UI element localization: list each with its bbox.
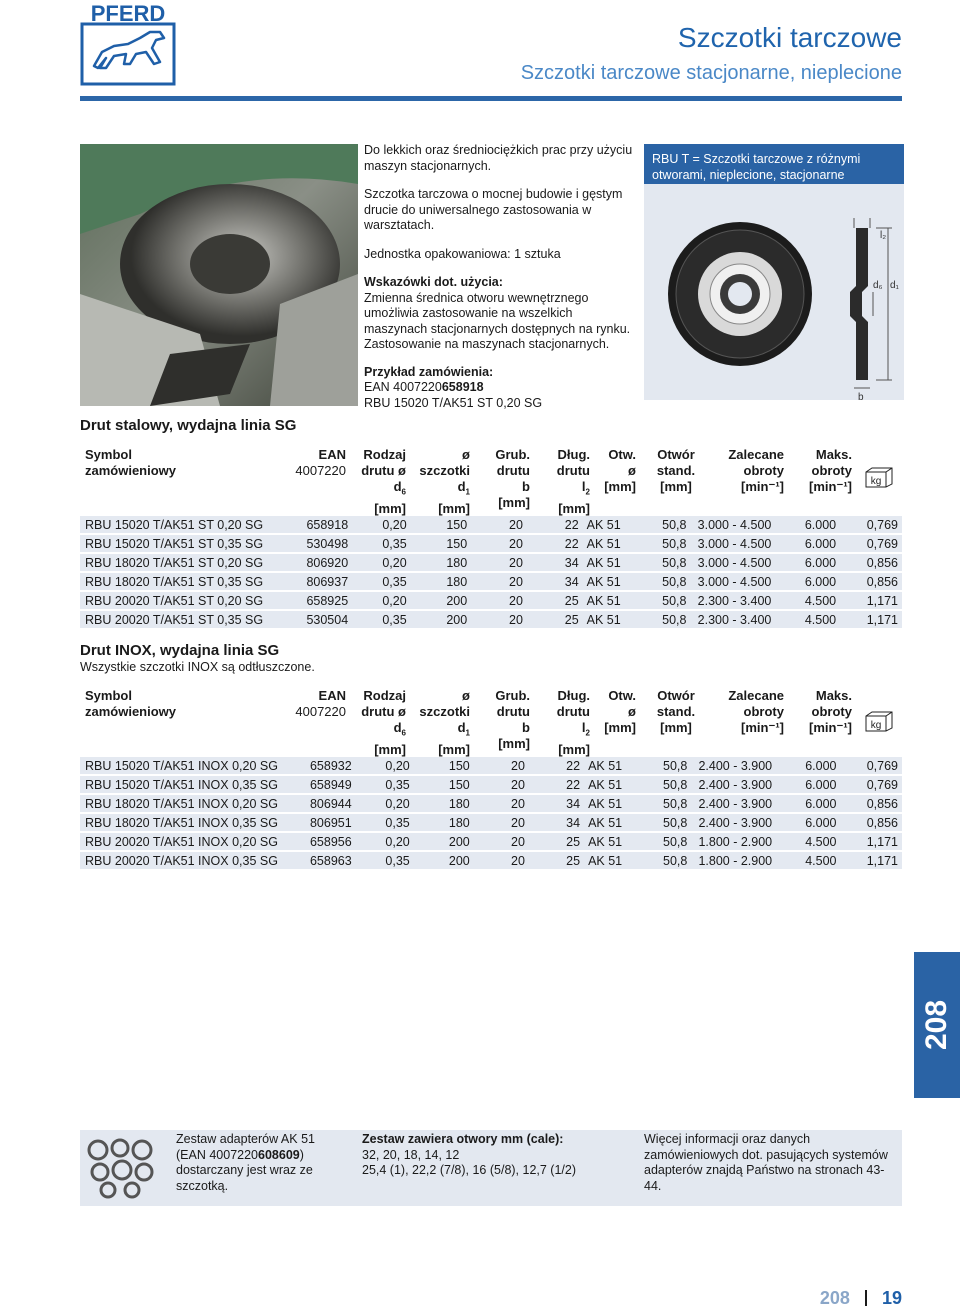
table-cell: 25 — [529, 852, 584, 869]
table-cell: 22 — [527, 516, 583, 533]
svg-text:kg: kg — [870, 720, 882, 731]
table-cell: 1,171 — [840, 833, 902, 850]
table-cell: 22 — [527, 535, 583, 552]
col-brush-diameter: ø szczotki $d_1$ [mm] — [419, 688, 470, 757]
table-cell: 2.300 - 3.400 — [691, 592, 776, 609]
table-cell: 150 — [414, 776, 474, 793]
table-cell: 530498 — [288, 535, 353, 552]
table-cell: 658963 — [291, 852, 355, 869]
table-cell: RBU 20020 T/AK51 INOX 0,20 SG — [80, 833, 291, 850]
packaging-unit: Jednostka opakowaniowa: 1 sztuka — [364, 246, 561, 261]
col-max-rpm: Maks. obroty [min⁻¹] — [809, 688, 852, 735]
table-cell: 1,171 — [840, 852, 902, 869]
table-cell: 200 — [414, 852, 474, 869]
table-cell: 0,856 — [840, 795, 902, 812]
table-cell: 0,856 — [840, 554, 902, 571]
col-wire-thickness: Grub. drutu b [mm] — [495, 447, 530, 510]
table-row — [80, 611, 902, 628]
table-cell: 50,8 — [633, 573, 690, 590]
table-cell: 25 — [529, 833, 584, 850]
table-cell: 20 — [471, 592, 527, 609]
table-cell: RBU 15020 T/AK51 INOX 0,20 SG — [80, 757, 291, 774]
table-cell: 6.000 — [775, 516, 840, 533]
table-cell: 6.000 — [775, 554, 840, 571]
table-cell: 2.400 - 3.900 — [691, 757, 776, 774]
weight-kg-icon — [864, 710, 894, 732]
table-cell: AK 51 — [583, 573, 634, 590]
table-cell: AK 51 — [583, 592, 634, 609]
table-cell: 658932 — [291, 757, 355, 774]
table-row — [80, 535, 902, 552]
table-cell: 22 — [529, 776, 584, 793]
table-row — [80, 554, 902, 571]
table-row — [80, 795, 902, 812]
table-cell: RBU 20020 T/AK51 INOX 0,35 SG — [80, 852, 291, 869]
col-wire-thickness: Grub. drutu b [mm] — [495, 688, 530, 751]
usage-hints-title: Wskazówki dot. użycia: — [364, 275, 503, 289]
table-row — [80, 516, 902, 533]
table-cell: 2.400 - 3.900 — [691, 814, 776, 831]
table-cell: 0,769 — [840, 776, 902, 793]
table-cell: 34 — [527, 554, 583, 571]
table-cell: 50,8 — [635, 757, 692, 774]
table-cell: 1.800 - 2.900 — [691, 833, 776, 850]
table-cell: 150 — [411, 535, 472, 552]
table-cell: AK 51 — [584, 814, 635, 831]
table-cell: 2.400 - 3.900 — [691, 795, 776, 812]
table-cell: 0,20 — [352, 592, 411, 609]
table-cell: 20 — [471, 516, 527, 533]
table-cell: 20 — [471, 573, 527, 590]
col-rec-rpm: Zalecane obroty [min⁻¹] — [728, 688, 784, 735]
table-cell: 1,171 — [840, 611, 902, 628]
table-cell: 0,769 — [840, 516, 902, 533]
adapter-holes-text: Zestaw zawiera otwory mm (cale): 32, 20, 18, 14, 12 25,4 (1), 22,2 (7/8), 16 (5/8), 12,7 (1/2) — [362, 1132, 577, 1177]
table-cell: AK 51 — [583, 554, 634, 571]
table-cell: 0,35 — [352, 573, 411, 590]
table-cell: 3.000 - 4.500 — [691, 516, 776, 533]
col-brush-diameter: ø szczotki $d_1$ [mm] — [419, 447, 470, 516]
table-cell: 6.000 — [775, 535, 840, 552]
table-cell: 1.800 - 2.900 — [691, 852, 776, 869]
table-cell: 20 — [471, 611, 527, 628]
page-title: Szczotki tarczowe — [677, 22, 902, 53]
page-number-right: 19 — [881, 1288, 902, 1308]
table-cell: 200 — [411, 592, 472, 609]
table-cell: 150 — [414, 757, 474, 774]
svg-text:PFERD: PFERD — [90, 2, 166, 26]
table-cell: AK 51 — [584, 795, 635, 812]
table-cell: 50,8 — [633, 611, 690, 628]
table-cell: 180 — [414, 814, 474, 831]
table-row — [80, 833, 902, 850]
table-cell: 50,8 — [633, 554, 690, 571]
table-cell: AK 51 — [584, 852, 635, 869]
table-cell: 806951 — [291, 814, 355, 831]
adapter-set-text: Zestaw adapterów AK 51 (EAN 4007220608609) dostarczany jest wraz ze szczotką. — [176, 1132, 315, 1193]
table-cell: 4.500 — [775, 611, 840, 628]
col-wire-type: Rodzaj drutu ø $d_6$ [mm] — [361, 447, 406, 516]
table-cell: 806937 — [288, 573, 353, 590]
table-cell: 50,8 — [635, 776, 692, 793]
weight-kg-icon — [864, 466, 894, 488]
table-cell: RBU 18020 T/AK51 INOX 0,35 SG — [80, 814, 291, 831]
table-cell: AK 51 — [584, 833, 635, 850]
table-cell: AK 51 — [583, 535, 634, 552]
label-l2: l₂ — [880, 230, 887, 241]
section-subtitle-inox: Wszystkie szczotki INOX są odtłuszczone. — [80, 660, 315, 674]
table-cell: 0,20 — [356, 757, 414, 774]
table-cell: RBU 18020 T/AK51 ST 0,20 SG — [80, 554, 288, 571]
col-max-rpm: Maks. obroty [min⁻¹] — [809, 447, 852, 494]
table-cell: 0,20 — [352, 516, 411, 533]
usage-hints — [364, 275, 634, 353]
table-cell: AK 51 — [583, 516, 634, 533]
table-cell: 20 — [474, 833, 529, 850]
table-cell: 34 — [527, 573, 583, 590]
table-cell: 3.000 - 4.500 — [691, 535, 776, 552]
col-symbol: Symbol zamówieniowy — [85, 688, 177, 719]
table-cell: 20 — [474, 757, 529, 774]
table-cell: 6.000 — [776, 757, 840, 774]
table-cell: 0,769 — [840, 757, 902, 774]
col-wire-length: Dług. drutu $l_2$ [mm] — [556, 688, 590, 757]
order-example-ean-bold: 658918 — [441, 380, 484, 394]
page-number-left: 208 — [819, 1288, 850, 1308]
section-title-steel: Drut stalowy, wydajna linia SG — [80, 417, 297, 434]
table-cell: 200 — [411, 611, 472, 628]
rbu-box-heading: RBU T = Szczotki tarczowe z różnymi otworami, nieplecione, stacjonarne — [644, 144, 904, 184]
col-wire-length: Dług. drutu $l_2$ [mm] — [556, 447, 590, 516]
brush-diagram — [644, 184, 904, 400]
table-cell: 2.300 - 3.400 — [691, 611, 776, 628]
table-cell: 530504 — [288, 611, 353, 628]
table-cell: 25 — [527, 611, 583, 628]
table-cell: 0,20 — [356, 795, 414, 812]
table-cell: RBU 15020 T/AK51 ST 0,35 SG — [80, 535, 288, 552]
table-cell: 180 — [411, 554, 472, 571]
table-cell: 3.000 - 4.500 — [691, 573, 776, 590]
product-photo — [80, 144, 358, 406]
col-ean: EAN 4007220 — [295, 688, 346, 719]
table-cell: 150 — [411, 516, 472, 533]
table-cell: 0,20 — [356, 833, 414, 850]
table-cell: 22 — [529, 757, 584, 774]
adapter-rings-icon — [84, 1136, 164, 1200]
table-cell: AK 51 — [584, 776, 635, 793]
table-cell: RBU 18020 T/AK51 ST 0,35 SG — [80, 573, 288, 590]
table-cell: 0,856 — [840, 573, 902, 590]
table-cell: 658925 — [288, 592, 353, 609]
chapter-tab: 208 — [914, 952, 960, 1098]
table-cell: 20 — [474, 795, 529, 812]
table-cell: 50,8 — [633, 535, 690, 552]
table-cell: 658956 — [291, 833, 355, 850]
table-cell: 3.000 - 4.500 — [691, 554, 776, 571]
table-cell: 0,35 — [356, 776, 414, 793]
table-cell: 20 — [471, 554, 527, 571]
table-cell: 0,35 — [352, 535, 411, 552]
product-table-steel — [80, 514, 902, 630]
table-row — [80, 852, 902, 869]
table-cell: 180 — [414, 795, 474, 812]
table-row — [80, 592, 902, 609]
col-hole: Otw. ø [mm] — [604, 688, 636, 735]
table-cell: 0,35 — [352, 611, 411, 628]
col-hole: Otw. ø [mm] — [604, 447, 636, 494]
table-cell: 4.500 — [775, 592, 840, 609]
page-number — [820, 1288, 902, 1309]
order-example — [364, 365, 634, 412]
table-cell: 50,8 — [635, 795, 692, 812]
table-cell: 4.500 — [776, 852, 840, 869]
table-cell: 20 — [474, 852, 529, 869]
table-cell: 34 — [529, 814, 584, 831]
rbu-info-box — [644, 144, 904, 400]
table-row — [80, 814, 902, 831]
table-row — [80, 776, 902, 793]
order-example-code: RBU 15020 T/AK51 ST 0,20 SG — [364, 395, 543, 410]
table-cell: 0,769 — [840, 535, 902, 552]
col-ean: EAN 4007220 — [295, 447, 346, 478]
table-cell: 20 — [474, 814, 529, 831]
col-std-hole: Otwór stand. [mm] — [656, 447, 696, 494]
table-cell: 658918 — [288, 516, 353, 533]
table-cell: 2.400 - 3.900 — [691, 776, 776, 793]
col-wire-type: Rodzaj drutu ø $d_6$ [mm] — [361, 688, 406, 757]
table-cell: 4.500 — [776, 833, 840, 850]
table-cell: 6.000 — [776, 814, 840, 831]
intro-text — [364, 143, 634, 424]
usage-hints-text: Zmienna średnica otworu wewnętrznego umożliwia zastosowanie na wszelkich maszynach stacjonarnych dostępnych na rynku. Zastosowanie na maszynach stacjonarnych. — [364, 290, 631, 351]
table-cell: AK 51 — [583, 611, 634, 628]
table-cell: 50,8 — [635, 814, 692, 831]
intro-paragraph-1: Do lekkich oraz średniociężkich prac przy użyciu maszyn stacjonarnych. — [364, 143, 633, 173]
table-cell: 50,8 — [635, 852, 692, 869]
col-rec-rpm: Zalecane obroty [min⁻¹] — [728, 447, 784, 494]
table-cell: AK 51 — [584, 757, 635, 774]
table-cell: RBU 15020 T/AK51 INOX 0,35 SG — [80, 776, 291, 793]
order-example-ean-prefix: EAN 4007220 — [364, 380, 442, 394]
table-cell: 1,171 — [840, 592, 902, 609]
table-cell: 0,856 — [840, 814, 902, 831]
product-table-inox — [80, 755, 902, 871]
table-cell: 0,20 — [352, 554, 411, 571]
label-d6: d₆ — [873, 280, 883, 291]
page-subtitle: Szczotki tarczowe stacjonarne, nieplecione — [520, 62, 902, 84]
table-cell: 50,8 — [633, 592, 690, 609]
table-cell: 806920 — [288, 554, 353, 571]
order-example-title: Przykład zamówienia: — [364, 364, 494, 379]
table-cell: 806944 — [291, 795, 355, 812]
table-cell: RBU 18020 T/AK51 INOX 0,20 SG — [80, 795, 291, 812]
table-cell: 6.000 — [775, 573, 840, 590]
pferd-logo — [80, 2, 176, 86]
table-cell: 34 — [529, 795, 584, 812]
header-rule — [80, 96, 902, 101]
intro-paragraph-2: Szczotka tarczowa o mocnej budowie i gęstym drucie do uniwersalnego zastosowania w warsztatach. — [364, 187, 623, 232]
col-symbol: Symbol zamówieniowy — [85, 447, 177, 478]
table-cell: 20 — [471, 535, 527, 552]
table-cell: 0,35 — [356, 852, 414, 869]
table-cell: 50,8 — [633, 516, 690, 533]
table-cell: 180 — [411, 573, 472, 590]
table-cell: 25 — [527, 592, 583, 609]
adapter-info-box — [80, 1130, 902, 1206]
table-cell: 20 — [474, 776, 529, 793]
col-std-hole: Otwór stand. [mm] — [656, 688, 696, 735]
label-b: b — [858, 392, 864, 400]
table-row — [80, 757, 902, 774]
section-title-inox: Drut INOX, wydajna linia SG — [80, 642, 280, 659]
more-info-text: Więcej informacji oraz danych zamówieniowych dot. pasujących systemów adapterów znajdą Państwo na stronach 43-44. — [644, 1132, 888, 1193]
svg-text:kg: kg — [870, 476, 882, 487]
table-cell: 6.000 — [776, 776, 840, 793]
table-cell: 50,8 — [635, 833, 692, 850]
table-cell: 200 — [414, 833, 474, 850]
table-cell: 6.000 — [776, 795, 840, 812]
table-cell: RBU 20020 T/AK51 ST 0,35 SG — [80, 611, 288, 628]
table-cell: 0,35 — [356, 814, 414, 831]
label-d1: d₁ — [890, 280, 899, 291]
table-cell: RBU 15020 T/AK51 ST 0,20 SG — [80, 516, 288, 533]
table-cell: RBU 20020 T/AK51 ST 0,20 SG — [80, 592, 288, 609]
table-cell: 658949 — [291, 776, 355, 793]
table-row — [80, 573, 902, 590]
